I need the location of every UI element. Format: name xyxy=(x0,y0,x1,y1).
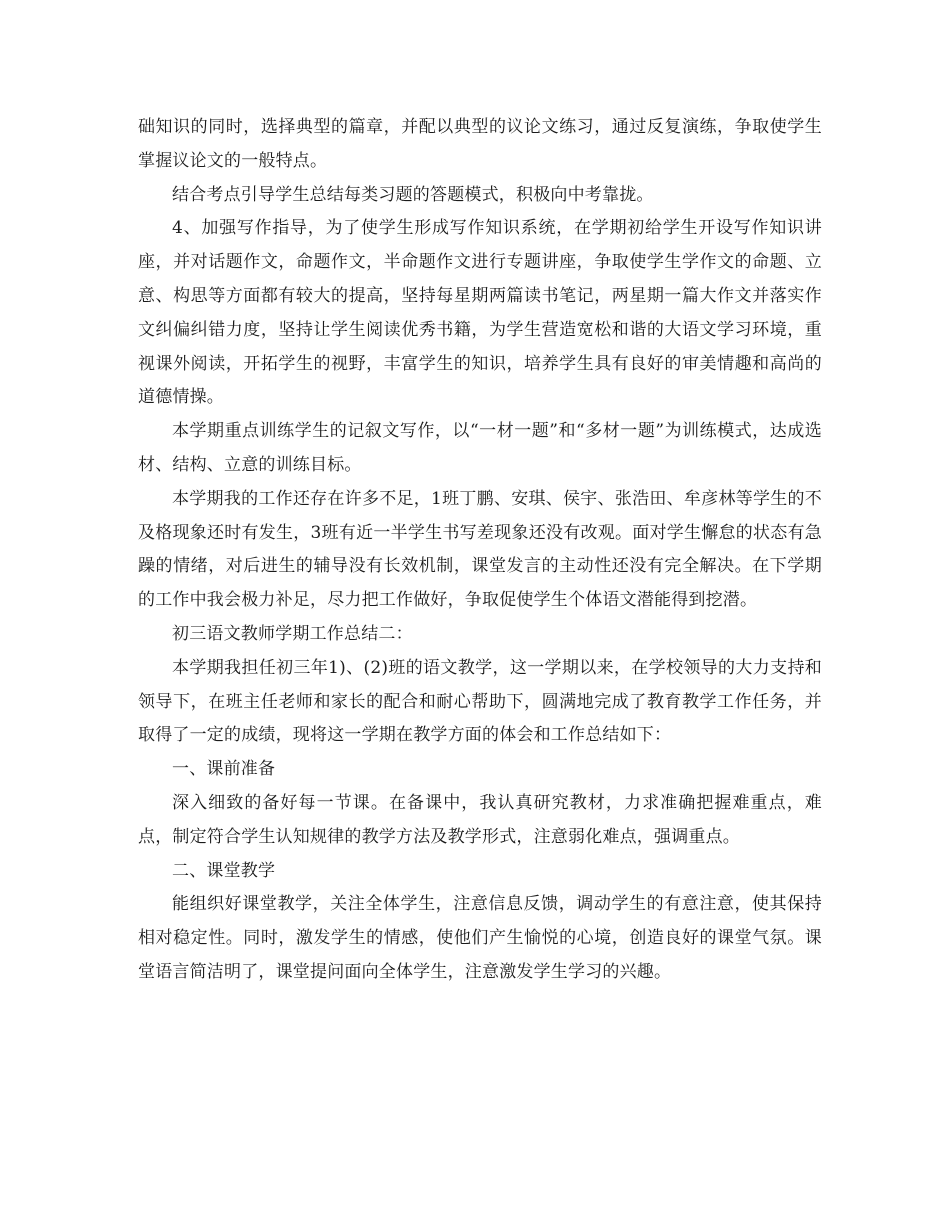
section-heading-lesson-preparation: 一、课前准备 xyxy=(172,759,276,780)
section-heading-summary-two: 初三语文教师学期工作总结二： xyxy=(172,623,413,644)
paragraph-7: 本学期我担任初三年1)、(2)班的语文教学，这一学期以来，在学校领导的大力支持和领导下，在班主任老师和家长的配合和耐心帮助下，圆满地完成了教育教学工作任务，并取得了一定的成绩，现将这一学期在教学方面的体会和工作总结如下： xyxy=(138,657,822,746)
paragraph-1: 础知识的同时，选择典型的篇章，并配以典型的议论文练习，通过反复演练，争取使学生掌握议论文的一般特点。 xyxy=(138,117,822,171)
paragraph-5: 本学期我的工作还存在许多不足，1班丁鹏、安琪、侯宇、张浩田、牟彦林等学生的不及格现象还时有发生，3班有近一半学生书写差现象还没有改观。面对学生懈怠的状态有急躁的情绪，对后进生的辅导没有长效机制，课堂发言的主动性还没有完全解决。在下学期的工作中我会极力补足，尽力把工作做好，争取促使学生个体语文潜能得到挖潜。 xyxy=(138,488,822,611)
document-body xyxy=(138,111,822,990)
paragraph-4: 本学期重点训练学生的记叙文写作，以“一材一题”和“多材一题”为训练模式，达成选材、结构、立意的训练目标。 xyxy=(138,421,822,475)
paragraph-2: 结合考点引导学生总结每类习题的答题模式，积极向中考靠拢。 xyxy=(172,184,654,205)
section-heading-classroom-teaching: 二、课堂教学 xyxy=(172,860,276,881)
paragraph-9: 深入细致的备好每一节课。在备课中，我认真研究教材，力求准确把握难重点，难点，制定符合学生认知规律的教学方法及教学形式，注意弱化难点，强调重点。 xyxy=(138,792,822,847)
paragraph-3: 4、加强写作指导，为了使学生形成写作知识系统，在学期初给学生开设写作知识讲座，并对话题作文，命题作文，半命题作文进行专题讲座，争取使学生学作文的命题、立意、构思等方面都有较大的提高，坚持每星期两篇读书笔记，两星期一篇大作文并落实作文纠偏纠错力度，坚持让学生阅读优秀书籍，为学生营造宽松和谐的大语文学习环境，重视课外阅读，开拓学生的视野，丰富学生的知识，培养学生具有良好的审美情趣和高尚的道德情操。 xyxy=(138,218,822,408)
paragraph-11: 能组织好课堂教学，关注全体学生，注意信息反馈，调动学生的有意注意，使其保持相对稳定性。同时，激发学生的情感，使他们产生愉悦的心境，创造良好的课堂气氛。课堂语言简洁明了，课堂提问面向全体学生，注意激发学生学习的兴趣。 xyxy=(138,894,822,982)
